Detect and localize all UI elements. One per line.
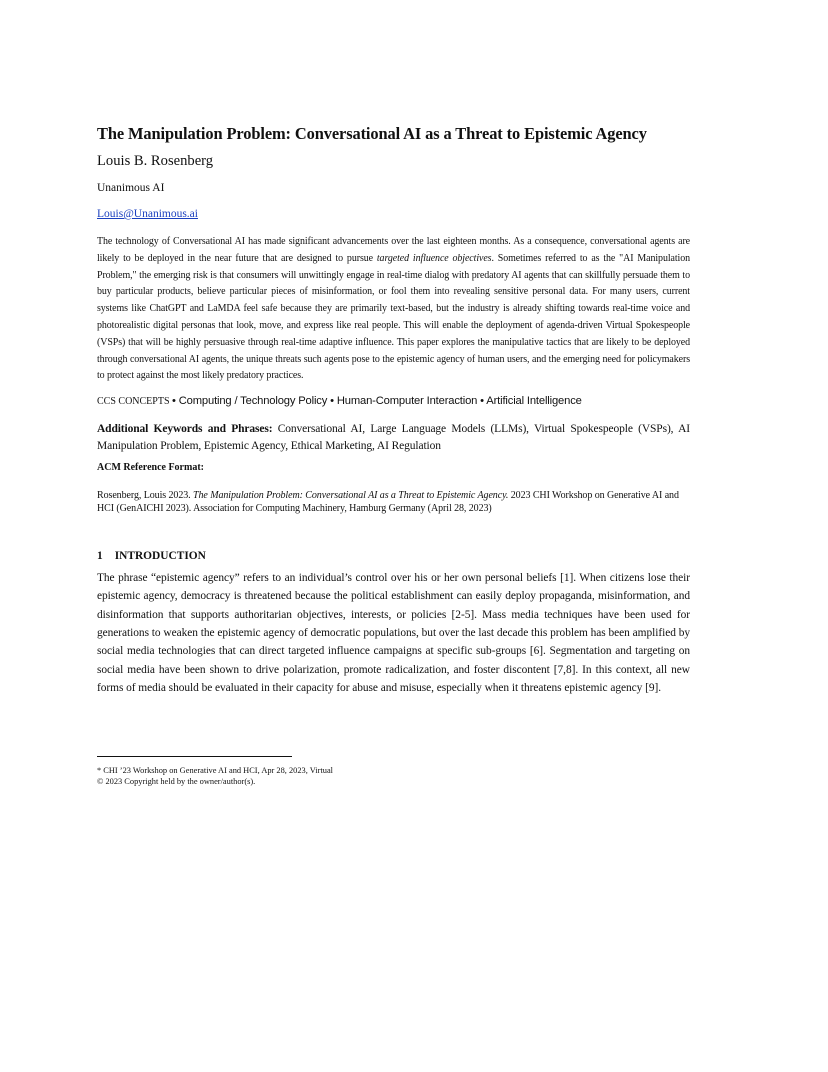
keywords-text: Conversational AI, Large Language Models (LLMs), Virtual Spokespeople (VSPs), AI Manipulation Problem, Epistemic Agency, Ethical Marketing, AI Regulation: [97, 423, 690, 453]
acm-reference: [97, 490, 690, 515]
acm-reference-suffix: 2023 CHI Workshop on Generative AI and HCI (GenAICHI 2023). Association for Computing Machinery, Hamburg Germany (April 28, 2023): [97, 490, 679, 514]
ccs-concepts: [97, 393, 690, 410]
acm-reference-title: The Manipulation Problem: Conversational AI as a Threat to Epistemic Agency.: [193, 490, 509, 502]
abstract-text-1: The technology of Conversational AI has made significant advancements over the last eighteen months. As a consequence, conversational agents are likely to be deployed in the near future that are designed to pursue: [97, 236, 690, 264]
abstract-emphasis: targeted influence objectives: [376, 252, 492, 264]
acm-reference-prefix: Rosenberg, Louis 2023.: [97, 490, 194, 502]
abstract: [97, 234, 690, 385]
footnotes: [97, 765, 333, 787]
section-heading-introduction: [97, 549, 690, 563]
author-email-link[interactable]: Louis@Unanimous.ai: [97, 208, 198, 220]
ccs-items: • Computing / Technology Policy • Human-Computer Interaction • Artificial Intelligence: [172, 395, 582, 408]
introduction-paragraph: The phrase “epistemic agency” refers to an individual’s control over his or her own personal beliefs [1]. When citizens lose their epistemic agency, democracy is threatened because the political establishment can easily deploy propaganda, misinformation, and disinformation that supports authoritarian objectives, interests, or policies [2-5]. Mass media techniques have been used for generations to weaken the epistemic agency of democratic populations, but over the last decade this problem has been amplified by social media technologies that can direct targeted influence campaigns at specific sub-groups [6]. Segmentation and targeting on social media have been shown to drive polarization, promote radicalization, and foster discontent [7,8]. In this context, all new forms of media should be evaluated in their capacity for abuse and misuse, especially when it threatens epistemic agency [9].: [97, 572, 690, 694]
footnote-divider: [97, 756, 292, 757]
footnote-copyright: © 2023 Copyright held by the owner/author(s).: [97, 777, 256, 786]
section-number: 1: [97, 550, 103, 563]
paper-page: [97, 124, 690, 697]
ccs-label: CCS CONCEPTS: [97, 396, 170, 408]
keywords: [97, 421, 690, 455]
acm-reference-heading: ACM Reference Format:: [97, 462, 204, 474]
footnote-venue: * CHI ’23 Workshop on Generative AI and HCI, Apr 28, 2023, Virtual: [97, 766, 334, 775]
author-affiliation: Unanimous AI: [97, 182, 165, 194]
keywords-label: Additional Keywords and Phrases:: [97, 423, 273, 436]
abstract-text-2: . Sometimes referred to as the "AI Manipulation Problem," the emerging risk is that consumers will unwittingly engage in real-time dialog with predatory AI agents that can skillfully persuade them to buy particular products, believe particular pieces of misinformation, or fool them into revealing sensitive personal data. For many users, current systems like ChatGPT and LaMDA feel safe because they are primarily text-based, but the industry is already shifting towards real-time voice and photorealistic digital personas that look, move, and express like real people. This will enable the deployment of agenda-driven Virtual Spokespeople (VSPs) that will be highly persuasive through real-time adaptive influence. This paper explores the manipulative tactics that are likely to be deployed through conversational AI agents, the unique threats such agents pose to the epistemic agency of human users, and the emerging need for policymakers to protect against the most likely predatory practices.: [97, 252, 690, 382]
paper-title: The Manipulation Problem: Conversational AI as a Threat to Epistemic Agency: [97, 124, 647, 143]
author-name: Louis B. Rosenberg: [97, 153, 214, 169]
section-title: INTRODUCTION: [114, 550, 206, 563]
